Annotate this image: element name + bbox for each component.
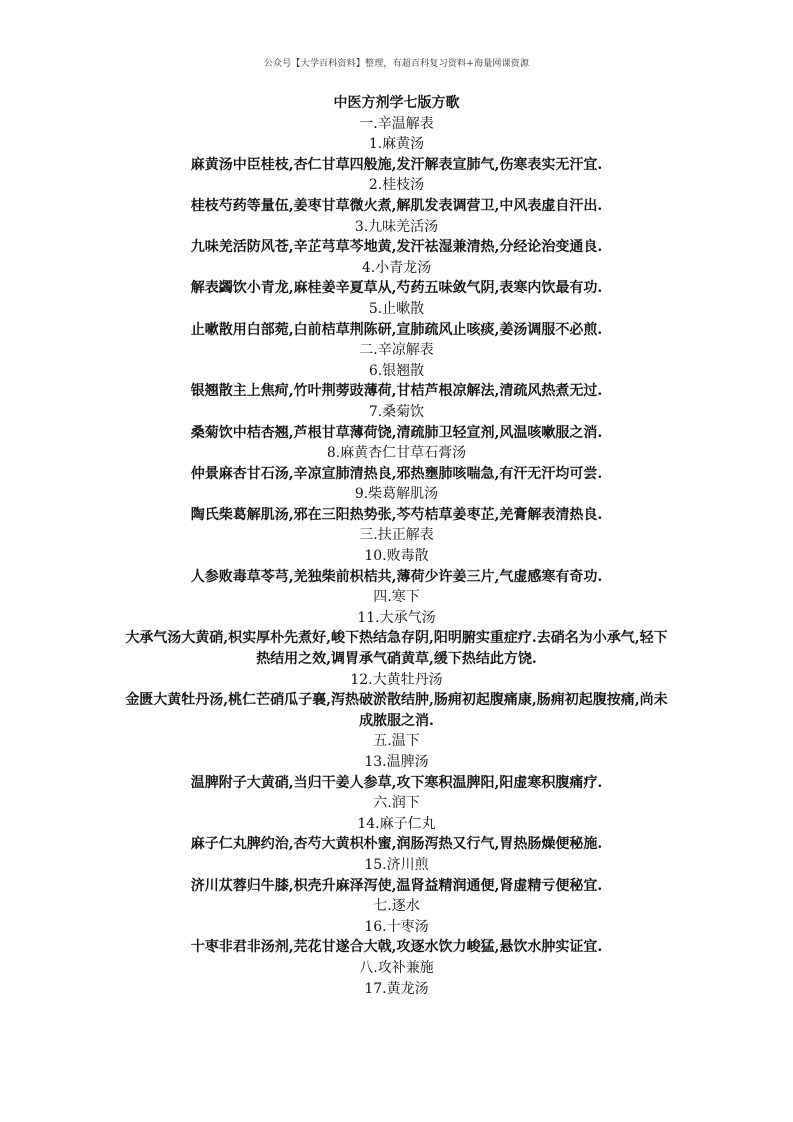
formula-name: 15.济川煎: [364, 856, 429, 873]
formula-name: 10.败毒散: [364, 548, 429, 565]
formula-name: 5.止嗽散: [368, 300, 425, 317]
formula-verse: 陶氏柴葛解肌汤,邪在三阳热势张,芩芍桔草姜枣芷,羌膏解表清热良.: [190, 506, 603, 523]
document-body: [120, 93, 673, 999]
section-heading: 七.逐水: [373, 898, 420, 915]
section-heading: 三.扶正解表: [359, 527, 434, 544]
formula-verse: 九味羌活防风苍,辛芷芎草芩地黄,发汗祛湿兼清热,分经论治变通良.: [190, 239, 603, 256]
formula-verse: 人参败毒草苓芎,羌独柴前枳桔共,薄荷少许姜三片,气虚感寒有奇功.: [190, 568, 603, 585]
formula-verse: 桑菊饮中桔杏翘,芦根甘草薄荷饶,清疏肺卫轻宣剂,风温咳嗽服之消.: [190, 424, 603, 441]
formula-name: 8.麻黄杏仁甘草石膏汤: [326, 445, 467, 462]
formula-verse: 温脾附子大黄硝,当归干姜人参草,攻下寒积温脾阳,阳虚寒积腹痛疗.: [190, 774, 603, 791]
formula-verse: 十枣非君非汤剂,芫花甘遂合大戟,攻逐水饮力峻猛,悬饮水肿实证宜.: [190, 939, 603, 956]
formula-name: 9.柴葛解肌汤: [354, 486, 439, 503]
section-heading: 四.寒下: [373, 589, 420, 606]
formula-verse: 麻子仁丸脾约治,杏芍大黄枳朴蜜,润肠泻热又行气,胃热肠燥便秘施.: [190, 836, 603, 853]
formula-verse: 大承气汤大黄硝,枳实厚朴先煮好,峻下热结急存阴,阳明腑实重症疗.去硝名为小承气,轻下热结用之效,调胃承气硝黄草,缓下热结此方饶.: [125, 630, 668, 668]
formula-verse: 金匮大黄牡丹汤,桃仁芒硝瓜子襄,泻热破淤散结肿,肠痈初起腹痛康,肠痈初起腹按痛,尚未成脓服之消.: [125, 692, 668, 729]
formula-name: 11.大承气汤: [357, 609, 436, 626]
section-heading: 八.攻补兼施: [359, 959, 434, 976]
formula-name: 7.桑菊饮: [368, 403, 425, 420]
section-heading: 一.辛温解表: [359, 115, 434, 132]
formula-verse: 止嗽散用白部菀,白前桔草荆陈研,宣肺疏风止咳痰,姜汤调服不必煎.: [190, 321, 603, 338]
formula-name: 2.桂枝汤: [368, 177, 425, 194]
page-header: 公众号【大学百科资料】整理，有超百科复习资料+海量网课资源: [263, 59, 530, 69]
section-heading: 二.辛凉解表: [359, 342, 434, 359]
section-heading: 五.温下: [373, 733, 420, 750]
formula-name: 16.十枣汤: [364, 918, 429, 935]
formula-verse: 济川苁蓉归牛膝,枳壳升麻泽泻使,温肾益精润通便,肾虚精亏便秘宜.: [190, 877, 603, 894]
formula-verse: 解表蠲饮小青龙,麻桂姜辛夏草从,芍药五味敛气阴,表寒内饮最有功.: [190, 280, 603, 297]
formula-name: 3.九味羌活汤: [354, 218, 439, 235]
formula-name: 6.银翘散: [368, 362, 425, 379]
formula-name: 4.小青龙汤: [361, 259, 432, 276]
formula-name: 17.黄龙汤: [364, 980, 429, 997]
formula-name: 13.温脾汤: [364, 754, 429, 770]
formula-verse: 桂枝芍药等量伍,姜枣甘草微火煮,解肌发表调营卫,中风表虚自汗出.: [190, 197, 603, 214]
formula-name: 14.麻子仁丸: [357, 815, 436, 832]
document-title: 中医方剂学七版方歌: [333, 95, 460, 111]
formula-name: 12.大黄牡丹汤: [350, 671, 443, 688]
formula-verse: 银翘散主上焦疴,竹叶荆蒡豉薄荷,甘桔芦根凉解法,清疏风热煮无过.: [190, 383, 603, 400]
formula-verse: 仲景麻杏甘石汤,辛凉宣肺清热良,邪热壅肺咳喘急,有汗无汗均可尝.: [190, 465, 603, 482]
formula-verse: 麻黄汤中臣桂枝,杏仁甘草四般施,发汗解表宣肺气,伤寒表实无汗宜.: [190, 156, 603, 173]
section-heading: 六.润下: [373, 795, 420, 812]
formula-name: 1.麻黄汤: [368, 136, 425, 153]
